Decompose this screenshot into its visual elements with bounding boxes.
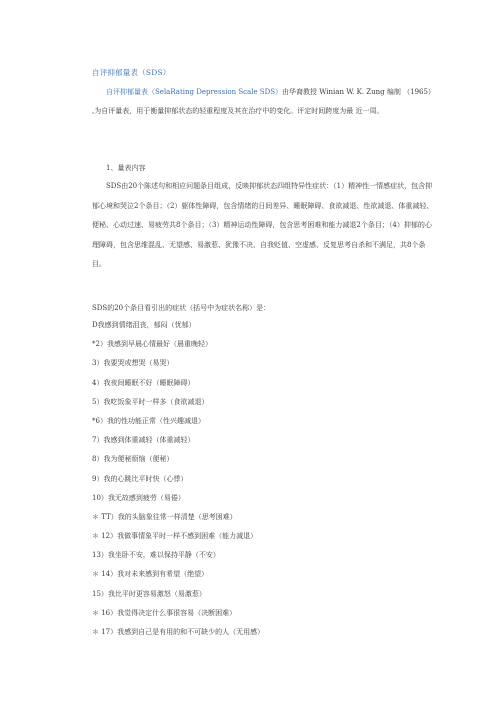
section-heading: 1、量表内容 [106,164,146,172]
list-item: ＊ TT）我的头脑象往常一样清楚（思考困难） [92,512,237,521]
intro-text: 由华裔教授 Winian W. K. Zung 编制 （1965） ,为自评量表，用于衡量抑郁状态的轻重程度及其在治疗中的变化。评定时间跨度为最 近一周。 [92,88,435,115]
list-item: ＊ 12）我做事情象平时一样不感到困难（能力减退） [92,532,258,541]
list-item: *6）我的性功能正常（性兴趣减退） [92,416,205,425]
list-item: 13）我坐卧不安，难以保持平静（不安） [92,551,220,560]
list-item: ＊ 17）我感到自己是有用的和不可缺少的人（无用感） [92,628,265,636]
section-body-text: SDS由20个陈述句和相应问题条目组成，反映抑郁状态四组特异性症状：（1）精神性一情感症状，包含抑郁心境和哭泣2个条目；（2）躯体性障碍，包含情绪的日间差异、睡眠障碍、食欲减退、性欲减退、体重减轻、便秘、心动过速、易疲劳共8个条目；（3）精神运动性障碍，包含思考困难和能力减退2个条目；（4）抑郁的心理障碍，包含思维混乱、无望感、易激惹、犹豫不决、自我贬值、空虚感、反复思考自杀和不满足，共8个条目。 [92,182,434,268]
list-item: 5）我吃饭象平时一样多（食欲减退） [92,397,209,406]
list-item: ＊ 16）我觉得决定什么事很容易（决断困难） [92,608,237,617]
list-item: 8）我为便秘烦恼（便秘） [92,455,174,464]
list-item: 15）我比平时更容易激怒（易激惹） [92,589,206,598]
list-item: 3）我要哭或想哭（易哭） [92,359,174,368]
intro-paragraph [92,83,438,121]
items-intro: SDS的20个条目看引出的症状（括号中为症状名称）是： [92,304,271,312]
document-title: 自评抑郁量表（SDS） [92,68,171,77]
list-item: ＊ 14）我对未来感到有希望（绝望） [92,570,209,579]
list-item: 4）我夜间睡眠不好（睡眠障碍） [92,378,195,387]
list-item: *2）我感到早晨心情最好（晨重晚轻） [92,340,212,349]
scale-name: 自评抑郁量表（SelaRating Depression Scale SDS） [106,88,283,96]
list-item: 7）我感到体重减轻（体重减轻） [92,436,195,445]
section-body [92,177,438,275]
list-item: D我感到情绪沮丧，郁闷（忧郁） [92,321,196,329]
list-item: 10）我无故感到疲劳（易倦） [92,493,185,502]
symptom-item-list [92,316,432,642]
list-item: 9）我的心跳比平时快（心悸） [92,474,188,483]
